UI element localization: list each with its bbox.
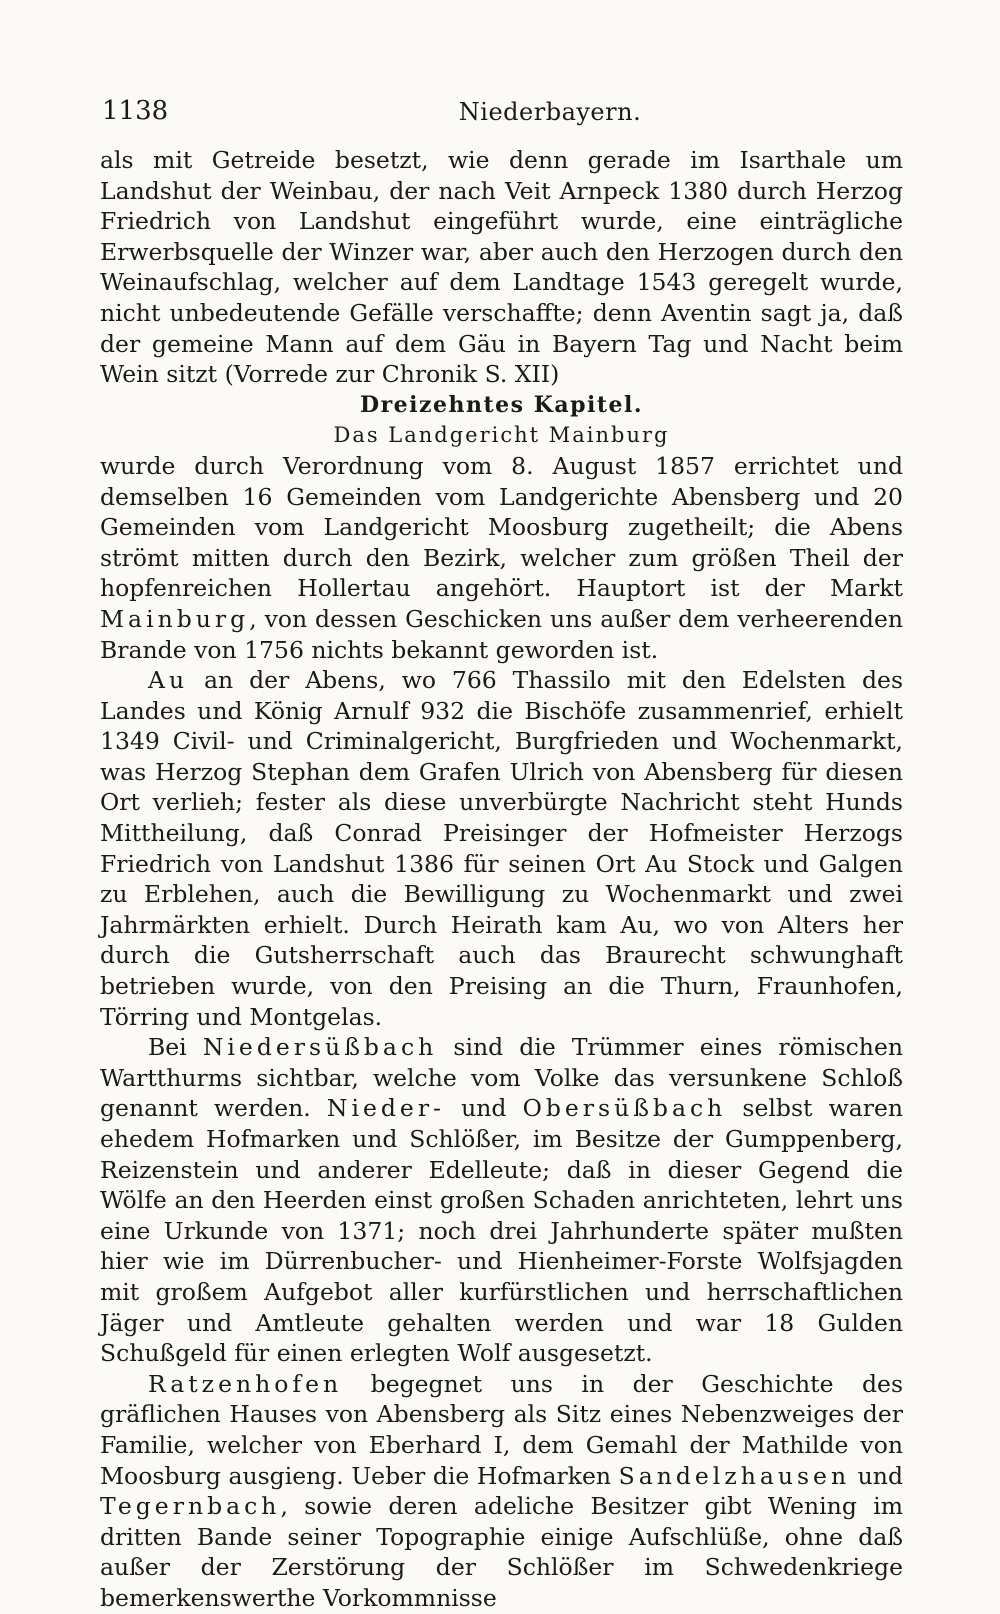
paragraph-text: wurde durch Verordnung vom 8. August 1857 errichtet und demselben 16 Gemeinden vom Landgerichte Abensberg und 20 Gemeinden vom Landgericht Moosburg zugetheilt; die Abens strömt mitten durch den Bezirk, welcher zum größen Theil der hopfenreichen Hollertau angehört. Hauptort ist der Markt	[100, 451, 903, 603]
spaced-place-name: Nieder-	[326, 1094, 446, 1123]
spaced-place-name: Sandelzhausen	[618, 1461, 851, 1490]
paragraph-ratzenhofen	[100, 1369, 903, 1614]
paragraph-text: sind die Trümmer eines römischen Wartthurms sichtbar, welche vom Volke das versunkene Schloß genannt werden.	[100, 1033, 903, 1123]
spaced-place-name: Ratzenhofen	[148, 1369, 343, 1398]
body-text	[100, 145, 903, 1614]
spaced-place-name: Niedersüßbach	[202, 1033, 438, 1062]
paragraph-text: an der Abens, wo 766 Thassilo mit den Edelsten des Landes und König Arnulf 932 die Bischöfe zusammenrief, erhielt 1349 Civil- und Criminalgericht, Burgfrieden und Wochenmarkt, was Herzog Stephan dem Grafen Ulrich von Abensberg für diesen Ort verlieh; fester als diese unverbürgte Nachricht steht Hunds Mittheilung, daß Conrad Preisinger der Hofmeister Herzogs Friedrich von Landshut 1386 für seinen Ort Au Stock und Galgen zu Erblehen, auch die Bewilligung zu Wochenmarkt und zwei Jahrmärkten erhielt. Durch Heirath kam Au, wo von Alters her durch die Gutsherrschaft auch das Braurecht schwunghaft betrieben wurde, von den Preising an die Thurn, Fraunhofen, Törring und Montgelas.	[100, 666, 903, 1031]
paragraph-au	[100, 665, 903, 1032]
section-title: Das Landgericht Mainburg	[333, 423, 670, 448]
running-header	[100, 96, 900, 136]
paragraph-text: selbst waren ehedem Hofmarken und Schlößer, im Besitze der Gumppenberg, Reizenstein und anderer Edelleute; daß in dieser Gegend die Wölfe an den Heerden einst großen Schaden anrichteten, lehrt uns eine Urkunde von 1371; noch drei Jahrhunderte später mußten hier wie im Dürrenbucher- und Hienheimer-Forste Wolfsjagden mit großem Aufgebot aller kurfürstlichen und herrschaftlichen Jäger und Amtleute gehalten werden und war 18 Gulden Schußgeld für einen erlegten Wolf ausgesetzt.	[100, 1094, 903, 1368]
paragraph-suessbach	[100, 1032, 903, 1369]
paragraph-mainburg	[100, 451, 903, 665]
chapter-title: Dreizehntes Kapitel.	[360, 391, 643, 418]
paragraph-text: Bei	[148, 1033, 203, 1062]
spaced-place-name: Au	[148, 666, 189, 695]
spaced-place-name: Tegernbach	[100, 1492, 281, 1521]
paragraph-text: begegnet uns in der Geschichte des gräflichen Hauses von Abensberg als Sitz eines Nebenzweiges der Familie, welcher von Eberhard I, dem Gemahl der Mathilde von Moosburg ausgieng. Ueber die Hofmarken	[100, 1369, 903, 1490]
paragraph-continuation: als mit Getreide besetzt, wie denn gerade im Isarthale um Landshut der Weinbau, der nach Veit Arnpeck 1380 durch Herzog Friedrich von Landshut eingeführt wurde, eine einträgliche Erwerbsquelle der Winzer war, aber auch den Herzogen durch den Weinaufschlag, welcher auf dem Landtage 1543 geregelt wurde, nicht unbedeutende Gefälle verschaffte; denn Aventin sagt ja, daß der gemeine Mann auf dem Gäu in Bayern Tag und Nacht beim Wein sitzt (Vorrede zur Chronik S. XII)	[100, 146, 903, 389]
paragraph-text: , von dessen Geschicken uns außer dem verheerenden Brande von 1756 nichts bekannt geworden ist.	[100, 604, 903, 664]
paragraph-text: und	[445, 1094, 523, 1123]
paragraph-text: und	[850, 1461, 903, 1490]
paragraph-text: , sowie deren adeliche Besitzer gibt Wening im dritten Bande seiner Topographie einige Aufschlüße, ohne daß außer der Zerstörung der Schlößer im Schwedenkriege bemerkenswerthe Vorkommnisse	[100, 1492, 903, 1612]
running-title: Niederbayern.	[458, 98, 642, 126]
spaced-place-name: Mainburg	[100, 604, 250, 633]
spaced-place-name: Obersüßbach	[522, 1094, 727, 1123]
page-number: 1138	[102, 96, 169, 126]
